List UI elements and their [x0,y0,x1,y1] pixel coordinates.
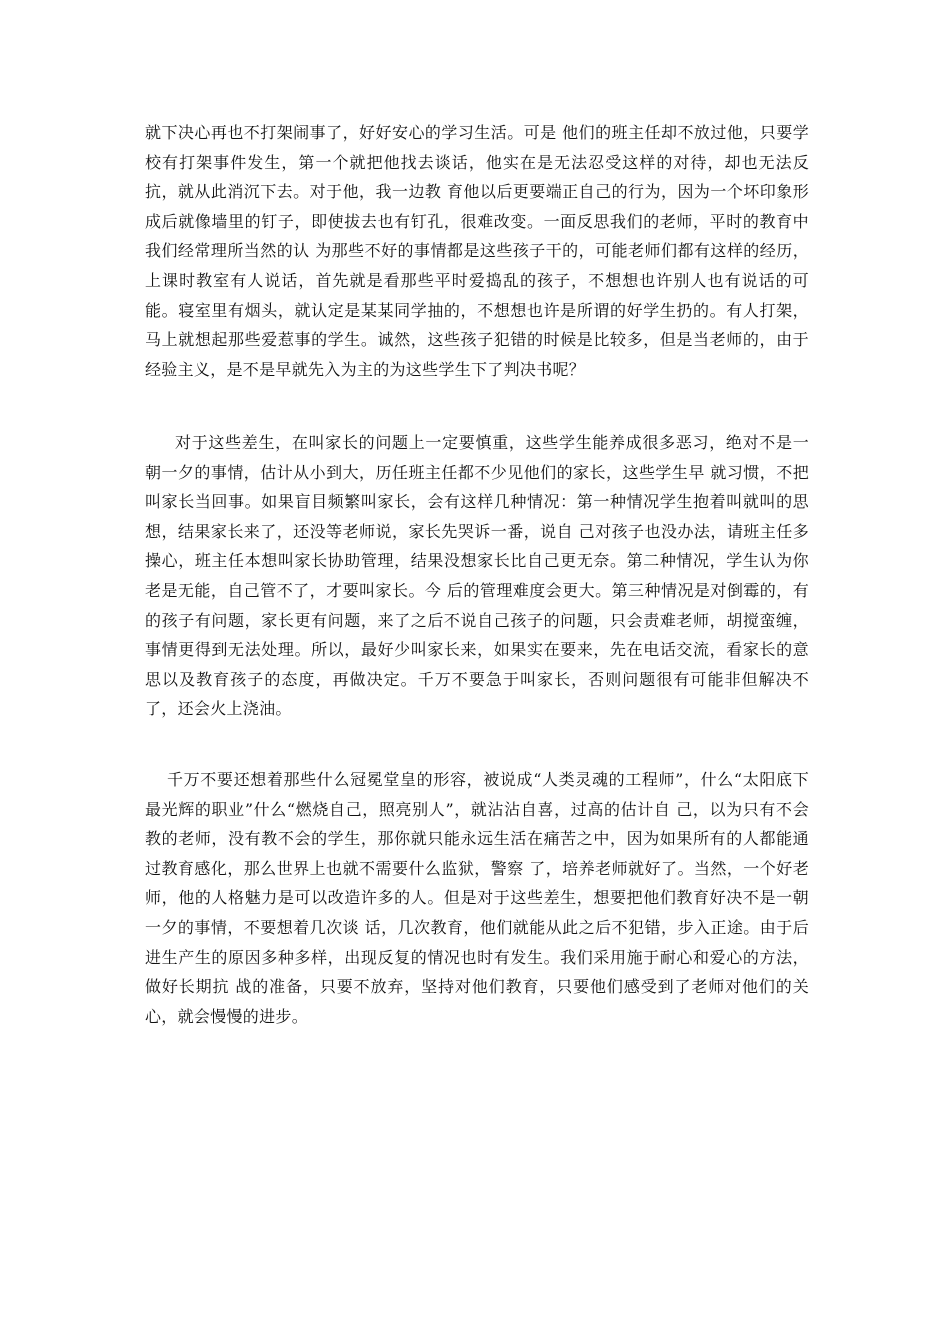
paragraph-1 [145,118,809,384]
paragraph-2 [145,428,809,724]
paragraph-2-text: 对于这些差生，在叫家长的问题上一定要慎重，这些学生能养成很多恶习，绝对不是一朝一夕的事情，估计从小到大，历任班主任都不少见他们的家长，这些学生早 就习惯，不把叫家长当回事。如果盲目频繁叫家长，会有这样几种情况：第一种情况学生抱着叫就叫的思想，结果家长来了，还没等老师说，家长先哭诉一番，说自 己对孩子也没办法，请班主任多操心，班主任本想叫家长协助管理，结果没想家长比自己更无奈。第二种情况，学生认为你老是无能，自己管不了，才要叫家长。今 后的管理难度会更大。第三种情况是对倒霉的，有的孩子有问题，家长更有问题，来了之后不说自己孩子的问题，只会责难老师，胡搅蛮缠，事情更得到无法处理。所以，最好少叫家长来，如果实在要来，先在电话交流，看家长的意思以及教育孩子的态度，再做决定。千万不要急于叫家长，否则问题很有可能非但解决不了，还会火上浇油。 [145,433,809,719]
paragraph-1-text: 就下决心再也不打架闹事了，好好安心的学习生活。可是 他们的班主任却不放过他，只要学校有打架事件发生，第一个就把他找去谈话，他实在是无法忍受这样的对待，却也无法反抗，就从此消沉下去。对于他，我一边教 育他以后更要端正自己的行为，因为一个坏印象形成后就像墙里的钉子，即使拔去也有钉孔，很难改变。一面反思我们的老师，平时的教育中我们经常理所当然的认 为那些不好的事情都是这些孩子干的，可能老师们都有这样的经历，上课时教室有人说话，首先就是看那些平时爱捣乱的孩子，不想想也许别人也有说话的可能。寝室里有烟头，就认定是某某同学抽的，不想想也许是所谓的好学生扔的。有人打架，马上就想起那些爱惹事的学生。诚然，这些孩子犯错的时候是比较多，但是当老师的，由于经验主义，是不是早就先入为主的为这些学生下了判决书呢？ [145,123,809,379]
paragraph-3 [145,765,809,1031]
paragraph-3-text: 千万不要还想着那些什么冠冕堂皇的形容，被说成“人类灵魂的工程师”，什么“太阳底下最光辉的职业”什么“燃烧自己，照亮别人”，就沾沾自喜，过高的估计自 己，以为只有不会教的老师，没有教不会的学生，那你就只能永远生活在痛苦之中，因为如果所有的人都能通过教育感化，那么世界上也就不需要什么监狱，警察 了，培养老师就好了。当然，一个好老师，他的人格魅力是可以改造许多的人。但是对于这些差生，想要把他们教育好决不是一朝一夕的事情，不要想着几次谈 话，几次教育，他们就能从此之后不犯错，步入正途。由于后进生产生的原因多种多样，出现反复的情况也时有发生。我们采用施于耐心和爱心的方法，做好长期抗 战的准备，只要不放弃，坚持对他们教育，只要他们感受到了老师对他们的关心，就会慢慢的进步。 [145,770,809,1026]
